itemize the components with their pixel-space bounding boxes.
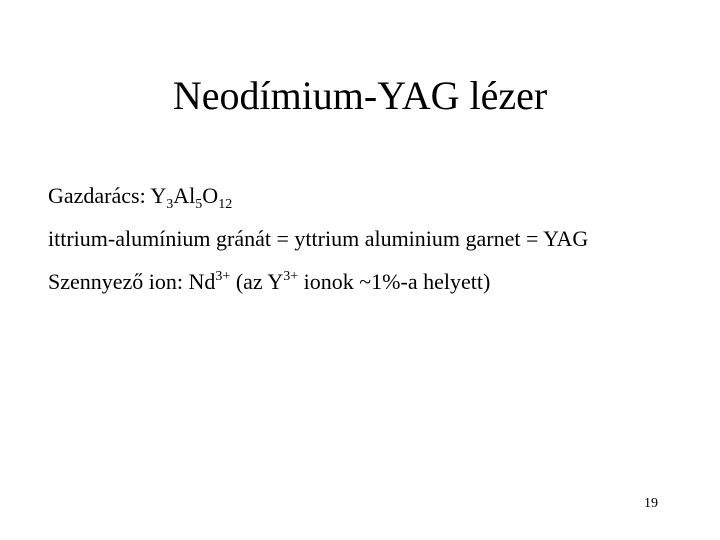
host-lattice-label: Gazdarács:: [48, 183, 151, 208]
slide-title: Neodímium-YAG lézer: [172, 73, 548, 118]
dopant-ion-line: [48, 268, 490, 296]
formula-o-subscript: 12: [218, 197, 233, 212]
nd-charge-superscript: 3+: [215, 269, 231, 284]
formula-al-subscript: 5: [195, 197, 203, 212]
formula-al: Al: [173, 183, 196, 208]
formula-y: Y: [150, 183, 167, 208]
formula-o: O: [202, 183, 219, 208]
yag-definition-line: ittrium-alumínium gránát = yttrium aluminium garnet = YAG: [48, 226, 589, 251]
host-lattice-line: [48, 182, 232, 210]
dopant-middle: (az Y: [230, 269, 284, 294]
formula-y-subscript: 3: [166, 197, 174, 212]
dopant-suffix: ionok ~1%-a helyett): [298, 269, 491, 294]
y-charge-superscript: 3+: [283, 269, 299, 284]
dopant-prefix: Szennyező ion: Nd: [48, 269, 216, 294]
page-number: 19: [644, 496, 658, 511]
